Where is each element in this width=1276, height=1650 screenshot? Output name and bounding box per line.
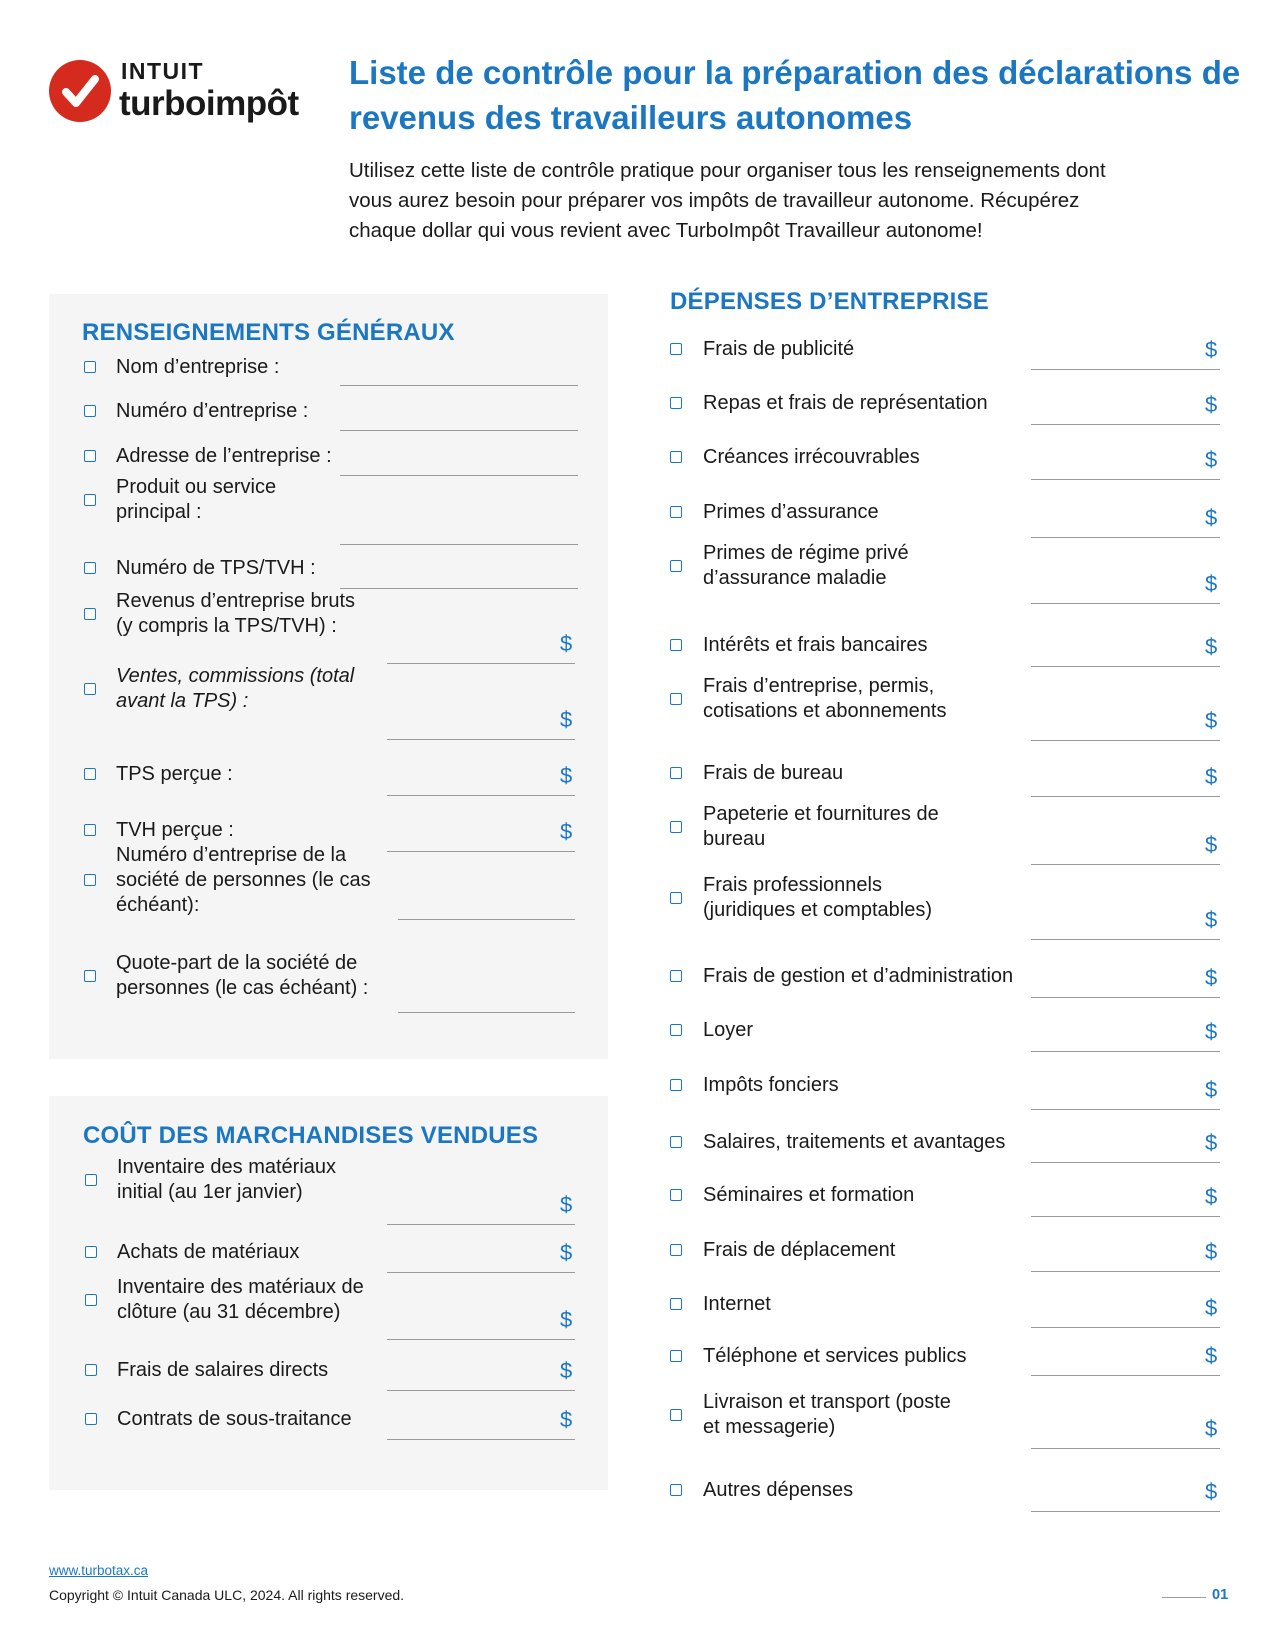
- cogs-item-label: Inventaire des matériaux de clôture (au 31 décembre): [117, 1276, 364, 1323]
- expenses-entry-line[interactable]: [1031, 740, 1220, 741]
- expenses-checkbox[interactable]: [670, 892, 682, 904]
- expenses-item-label: Salaires, traitements et avantages: [703, 1130, 1006, 1153]
- expenses-checkbox[interactable]: [670, 1136, 682, 1148]
- expenses-checkbox[interactable]: [670, 1298, 682, 1310]
- cogs-dollar-sign: $: [560, 1192, 573, 1217]
- expenses-checkbox[interactable]: [670, 1350, 682, 1362]
- general-entry-line[interactable]: [340, 430, 578, 431]
- expenses-item-label: Séminaires et formation: [703, 1183, 915, 1206]
- expenses-checkbox[interactable]: [670, 560, 682, 572]
- general-checkbox[interactable]: [84, 768, 96, 780]
- expenses-item-label: Frais de bureau: [703, 761, 844, 784]
- expenses-item-label: Papeterie et fournitures de bureau: [703, 803, 939, 850]
- general-checkbox[interactable]: [84, 450, 96, 462]
- expenses-item-label: Frais de gestion et d’administration: [703, 964, 1014, 987]
- general-item-label: Ventes, commissions (total avant la TPS) :: [116, 665, 355, 712]
- general-dollar-sign: $: [560, 707, 573, 732]
- expenses-checkbox[interactable]: [670, 1409, 682, 1421]
- cogs-entry-line[interactable]: [387, 1272, 575, 1273]
- general-entry-line[interactable]: [387, 851, 575, 852]
- general-item-label: Numéro d’entreprise de la société de personnes (le cas échéant):: [116, 843, 371, 916]
- expenses-dollar-sign: $: [1205, 907, 1218, 932]
- expenses-entry-line[interactable]: [1031, 603, 1220, 604]
- expenses-entry-line[interactable]: [1031, 424, 1220, 425]
- expenses-checkbox[interactable]: [670, 1484, 682, 1496]
- cogs-checkbox[interactable]: [85, 1174, 97, 1186]
- expenses-entry-line[interactable]: [1031, 1375, 1220, 1376]
- expenses-checkbox[interactable]: [670, 343, 682, 355]
- cogs-item-label: Inventaire des matériaux initial (au 1er janvier): [117, 1156, 337, 1203]
- cogs-checkbox[interactable]: [85, 1246, 97, 1258]
- expenses-dollar-sign: $: [1205, 337, 1218, 362]
- intro-text: Utilisez cette liste de contrôle pratique pour organiser tous les renseignements dont vous aurez besoin pour préparer vos impôts de travailleur autonome. Récupérez chaque dollar qui vous revient avec TurboImpôt Travailleur autonome!: [349, 159, 1106, 242]
- expenses-dollar-sign: $: [1205, 764, 1218, 789]
- expenses-entry-line[interactable]: [1031, 796, 1220, 797]
- expenses-checkbox[interactable]: [670, 506, 682, 518]
- expenses-item-label: Primes d’assurance: [703, 500, 879, 523]
- expenses-dollar-sign: $: [1205, 1130, 1218, 1155]
- general-entry-line[interactable]: [398, 1012, 575, 1013]
- expenses-item-label: Frais professionnels (juridiques et comptables): [703, 874, 932, 921]
- expenses-dollar-sign: $: [1205, 447, 1218, 472]
- expenses-entry-line[interactable]: [1031, 1216, 1220, 1217]
- expenses-checkbox[interactable]: [670, 397, 682, 409]
- expenses-dollar-sign: $: [1205, 1479, 1218, 1504]
- expenses-checkbox[interactable]: [670, 1079, 682, 1091]
- cogs-entry-line[interactable]: [387, 1439, 575, 1440]
- general-checkbox[interactable]: [84, 970, 96, 982]
- expenses-dollar-sign: $: [1205, 832, 1218, 857]
- cogs-entry-line[interactable]: [387, 1224, 575, 1225]
- expenses-dollar-sign: $: [1205, 1239, 1218, 1264]
- general-checkbox[interactable]: [84, 361, 96, 373]
- cogs-dollar-sign: $: [560, 1240, 573, 1265]
- expenses-checkbox[interactable]: [670, 821, 682, 833]
- expenses-item-label: Livraison et transport (poste et messagerie): [703, 1391, 951, 1438]
- general-dollar-sign: $: [560, 631, 573, 656]
- general-entry-line[interactable]: [387, 663, 575, 664]
- general-checkbox[interactable]: [84, 874, 96, 886]
- footer-url-link[interactable]: www.turbotax.ca: [49, 1563, 149, 1578]
- expenses-checkbox[interactable]: [670, 767, 682, 779]
- footer-divider: [1162, 1597, 1206, 1598]
- general-item-label: Quote-part de la société de personnes (le cas échéant) :: [116, 952, 369, 999]
- expenses-checkbox[interactable]: [670, 451, 682, 463]
- expenses-entry-line[interactable]: [1031, 537, 1220, 538]
- expenses-item-label: Impôts fonciers: [703, 1073, 839, 1096]
- general-entry-line[interactable]: [398, 919, 575, 920]
- cogs-section-title: COÛT DES MARCHANDISES VENDUES: [83, 1122, 539, 1149]
- general-item-label: Adresse de l’entreprise :: [116, 444, 332, 467]
- general-dollar-sign: $: [560, 819, 573, 844]
- expenses-dollar-sign: $: [1205, 965, 1218, 990]
- general-checkbox[interactable]: [84, 562, 96, 574]
- expenses-item-label: Repas et frais de représentation: [703, 391, 988, 414]
- general-item-label: Produit ou service principal :: [116, 476, 277, 523]
- page-title: Liste de contrôle pour la préparation des déclarations de revenus des travailleurs autonomes: [349, 54, 1241, 136]
- expenses-dollar-sign: $: [1205, 708, 1218, 733]
- expenses-dollar-sign: $: [1205, 571, 1218, 596]
- expenses-checkbox[interactable]: [670, 693, 682, 705]
- general-entry-line[interactable]: [387, 795, 575, 796]
- cogs-dollar-sign: $: [560, 1307, 573, 1332]
- general-section-title: RENSEIGNEMENTS GÉNÉRAUX: [82, 319, 455, 346]
- expenses-checkbox[interactable]: [670, 639, 682, 651]
- cogs-item-label: Achats de matériaux: [117, 1240, 300, 1263]
- general-item-label: TVH perçue :: [116, 818, 234, 841]
- brand-company: INTUIT: [121, 58, 205, 84]
- expenses-dollar-sign: $: [1205, 392, 1218, 417]
- expenses-checkbox[interactable]: [670, 1189, 682, 1201]
- cogs-checkbox[interactable]: [85, 1413, 97, 1425]
- expenses-item-label: Frais d’entreprise, permis, cotisations et abonnements: [703, 675, 947, 722]
- general-entry-line[interactable]: [340, 385, 578, 386]
- expenses-dollar-sign: $: [1205, 1343, 1218, 1368]
- expenses-dollar-sign: $: [1205, 1077, 1218, 1102]
- expenses-dollar-sign: $: [1205, 1416, 1218, 1441]
- expenses-item-label: Créances irrécouvrables: [703, 445, 920, 468]
- expenses-checkbox[interactable]: [670, 970, 682, 982]
- general-entry-line[interactable]: [340, 544, 578, 545]
- expenses-item-label: Autres dépenses: [703, 1478, 854, 1501]
- expenses-entry-line[interactable]: [1031, 1271, 1220, 1272]
- checkmark-icon: [49, 60, 111, 122]
- brand-product: turboimpôt: [119, 84, 299, 123]
- general-item-label: TPS perçue :: [116, 762, 233, 785]
- expenses-checkbox[interactable]: [670, 1244, 682, 1256]
- brand-logo: [49, 58, 329, 130]
- general-item-label: Nom d’entreprise :: [116, 355, 280, 378]
- general-checkbox[interactable]: [84, 683, 96, 695]
- general-dollar-sign: $: [560, 763, 573, 788]
- expenses-entry-line[interactable]: [1031, 1511, 1220, 1512]
- general-checkbox[interactable]: [84, 608, 96, 620]
- general-checkbox[interactable]: [84, 824, 96, 836]
- expenses-dollar-sign: $: [1205, 1184, 1218, 1209]
- expenses-item-label: Frais de publicité: [703, 337, 855, 360]
- expenses-entry-line[interactable]: [1031, 1051, 1220, 1052]
- page-number: 01: [1212, 1587, 1229, 1603]
- expenses-item-label: Loyer: [703, 1018, 754, 1041]
- cogs-dollar-sign: $: [560, 1358, 573, 1383]
- general-item-label: Revenus d’entreprise bruts (y compris la TPS/TVH) :: [116, 590, 356, 637]
- cogs-item-label: Frais de salaires directs: [117, 1358, 329, 1381]
- general-item-label: Numéro d’entreprise :: [116, 399, 309, 422]
- expenses-entry-line[interactable]: [1031, 369, 1220, 370]
- general-item-label: Numéro de TPS/TVH :: [116, 556, 316, 579]
- expenses-entry-line[interactable]: [1031, 997, 1220, 998]
- expenses-entry-line[interactable]: [1031, 1109, 1220, 1110]
- general-entry-line[interactable]: [387, 739, 575, 740]
- footer-copyright: Copyright © Intuit Canada ULC, 2024. All rights reserved.: [49, 1587, 405, 1603]
- expenses-dollar-sign: $: [1205, 1019, 1218, 1044]
- cogs-checkbox[interactable]: [85, 1294, 97, 1306]
- general-entry-line[interactable]: [340, 475, 578, 476]
- cogs-entry-line[interactable]: [387, 1390, 575, 1391]
- cogs-checkbox[interactable]: [85, 1364, 97, 1376]
- expenses-entry-line[interactable]: [1031, 864, 1220, 865]
- cogs-dollar-sign: $: [560, 1407, 573, 1432]
- expenses-entry-line[interactable]: [1031, 1327, 1220, 1328]
- expenses-item-label: Intérêts et frais bancaires: [703, 633, 928, 656]
- expenses-item-label: Téléphone et services publics: [703, 1344, 967, 1367]
- expenses-item-label: Internet: [703, 1292, 771, 1315]
- expenses-dollar-sign: $: [1205, 505, 1218, 530]
- expenses-entry-line[interactable]: [1031, 1448, 1220, 1449]
- expenses-checkbox[interactable]: [670, 1024, 682, 1036]
- general-checkbox[interactable]: [84, 494, 96, 506]
- cogs-item-label: Contrats de sous-traitance: [117, 1407, 352, 1430]
- cogs-entry-line[interactable]: [387, 1339, 575, 1340]
- expenses-item-label: Frais de déplacement: [703, 1238, 896, 1261]
- expenses-item-label: Primes de régime privé d’assurance maladie: [703, 542, 909, 589]
- expenses-entry-line[interactable]: [1031, 939, 1220, 940]
- expenses-entry-line[interactable]: [1031, 1162, 1220, 1163]
- expenses-entry-line[interactable]: [1031, 479, 1220, 480]
- expenses-entry-line[interactable]: [1031, 666, 1220, 667]
- expenses-dollar-sign: $: [1205, 1295, 1218, 1320]
- general-checkbox[interactable]: [84, 405, 96, 417]
- expenses-section-title: DÉPENSES D’ENTREPRISE: [670, 288, 989, 315]
- expenses-dollar-sign: $: [1205, 634, 1218, 659]
